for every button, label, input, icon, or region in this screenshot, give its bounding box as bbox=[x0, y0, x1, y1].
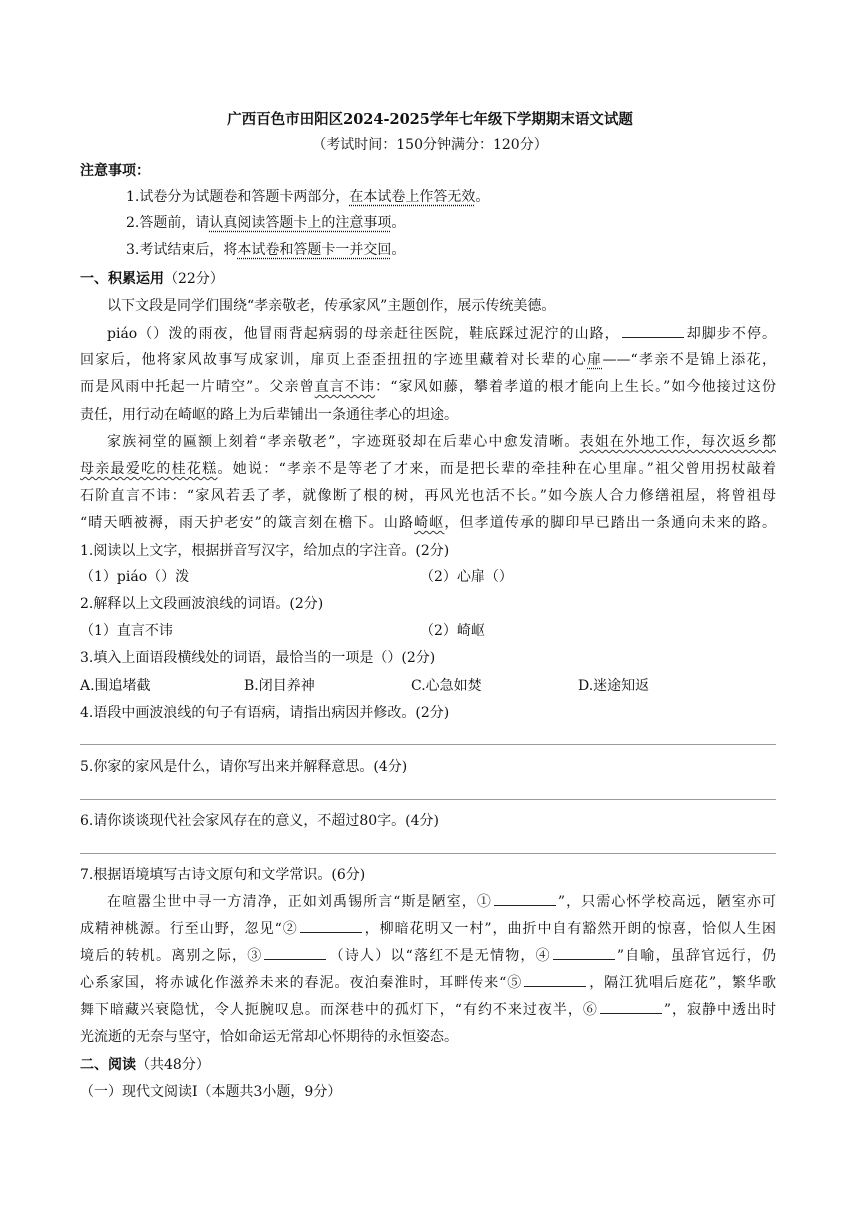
passage1-line: 责任，用行动在崎岖的路上为后辈铺出一条通往孝心的坦途。 bbox=[80, 407, 458, 423]
section1-heading: 一、积累运用（22分） bbox=[80, 271, 224, 287]
exam-title: 广西百色市田阳区2024-2025学年七年级下学期期末语文试题 bbox=[227, 111, 633, 128]
question-7-text: 成精神桃源。行至山野，忽见“② ，柳暗花明又一村”，曲折中自有豁然开朗的惊喜，恰似人生困 bbox=[80, 921, 776, 937]
question-2: 2.解释以上文段画波浪线的词语。(2分) bbox=[80, 596, 324, 612]
passage2-line: 家族祠堂的匾额上刻着“孝亲敬老”，字迹斑驳却在后辈心中愈发清晰。表姐在外地工作，每次返乡都 bbox=[107, 434, 776, 450]
question-4: 4.语段中画波浪线的句子有语病，请指出病因并修改。(2分) bbox=[80, 705, 450, 721]
question-3: 3.填入上面语段横线处的词语，最恰当的一项是（）(2分) bbox=[80, 650, 436, 666]
fill-blank bbox=[524, 973, 586, 987]
passage1-line: 而是风雨中托起一片晴空”。父亲曾直言不讳：“家风如藤，攀着孝道的根才能向上生长。”如今他接过这份 bbox=[80, 379, 776, 395]
passage2-line: 母亲最爱吃的桂花糕。她说：“孝亲不是等老了才来，而是把长辈的牵挂种在心里扉。”祖父曾用拐杖敲着 bbox=[80, 461, 777, 477]
fill-blank bbox=[553, 946, 615, 960]
question-2-part-2: （2）崎岖 bbox=[420, 623, 485, 639]
passage2-line: 石阶直言不讳：“家风若丢了孝，就像断了根的树，再风光也活不长。”如今族人合力修缮祖屋，将曾祖母 bbox=[80, 488, 776, 504]
fill-blank bbox=[494, 892, 556, 906]
option-a: A.围追堵截 bbox=[80, 678, 151, 694]
option-c: C.心急如焚 bbox=[411, 678, 482, 694]
question-7-text: 舞下暗藏兴衰隐忧，令人扼腕叹息。而深巷中的孤灯下，“有约不来过夜半，⑥ ”，寂静中透出时 bbox=[80, 1002, 776, 1018]
notice-item-3: 3.考试结束后，将本试卷和答题卡一并交回。 bbox=[126, 242, 406, 258]
passage1-line: 回家后，他将家风故事写成家训，扉页上歪歪扭扭的字迹里藏着对长辈的心扉——“孝亲不是锦上添花， bbox=[80, 352, 777, 368]
notice-heading: 注意事项： bbox=[80, 163, 150, 179]
question-7-text: 境后的转机。离别之际，③ （诗人）以“落红不是无情物，④ ”自喻，虽辞官远行，仍 bbox=[80, 948, 776, 964]
question-5: 5.你家的家风是什么，请你写出来并解释意思。(4分) bbox=[80, 759, 408, 775]
option-d: D.迷途知返 bbox=[578, 678, 650, 694]
passage2-line: “晴天晒被褥，雨天护老安”的箴言刻在檐下。山路崎岖，但孝道传承的脚印早已踏出一条通向未来的路。 bbox=[80, 515, 776, 531]
notice-item-2: 2.答题前，请认真阅读答题卡上的注意事项。 bbox=[126, 215, 406, 231]
question-1-part-2: （2）心扉（） bbox=[420, 569, 513, 585]
section1-intro: 以下文段是同学们围绕“孝亲敬老，传承家风”主题创作，展示传统美德。 bbox=[107, 298, 556, 314]
question-7-text: 光流逝的无奈与坚守，恰如命运无常却心怀期待的永恒姿态。 bbox=[80, 1029, 458, 1045]
question-7-text: 心系家国，将赤诚化作滋养未来的春泥。夜泊秦淮时，耳畔传来“⑤ ，隔江犹唱后庭花”，繁华歌 bbox=[80, 975, 776, 991]
answer-line bbox=[80, 744, 776, 745]
answer-line bbox=[80, 853, 776, 854]
answer-line bbox=[80, 799, 776, 800]
notice-item-1: 1.试卷分为试题卷和答题卡两部分，在本试卷上作答无效。 bbox=[126, 189, 490, 205]
fill-blank bbox=[600, 1000, 662, 1014]
question-6: 6.请你谈谈现代社会家风存在的意义，不超过80字。(4分) bbox=[80, 813, 440, 829]
question-7-text: 在喧嚣尘世中寻一方清净，正如刘禹锡所言“斯是陋室，① ”，只需心怀学校高远，陋室亦可 bbox=[107, 894, 776, 910]
question-1: 1.阅读以上文字，根据拼音写汉字，给加点的字注音。(2分) bbox=[80, 543, 450, 559]
fill-blank bbox=[622, 324, 684, 338]
fill-blank bbox=[264, 946, 326, 960]
passage1-line: piáo（）泼的雨夜，他冒雨背起病弱的母亲赶往医院，鞋底踩过泥泞的山路， 却脚步不停。 bbox=[107, 326, 777, 342]
fill-blank bbox=[300, 919, 362, 933]
section2-heading: 二、阅读（共48分） bbox=[80, 1057, 210, 1073]
question-7: 7.根据语境填写古诗文原句和文学常识。(6分) bbox=[80, 867, 366, 883]
exam-subtitle: （考试时间：150分钟满分：120分） bbox=[312, 137, 548, 153]
question-2-part-1: （1）直言不讳 bbox=[80, 623, 173, 639]
section2-subheading: （一）现代文阅读Ⅰ（本题共3小题，9分） bbox=[80, 1084, 342, 1100]
question-1-part-1: （1）piáo（）泼 bbox=[80, 569, 190, 585]
option-b: B.闭目养神 bbox=[244, 678, 315, 694]
